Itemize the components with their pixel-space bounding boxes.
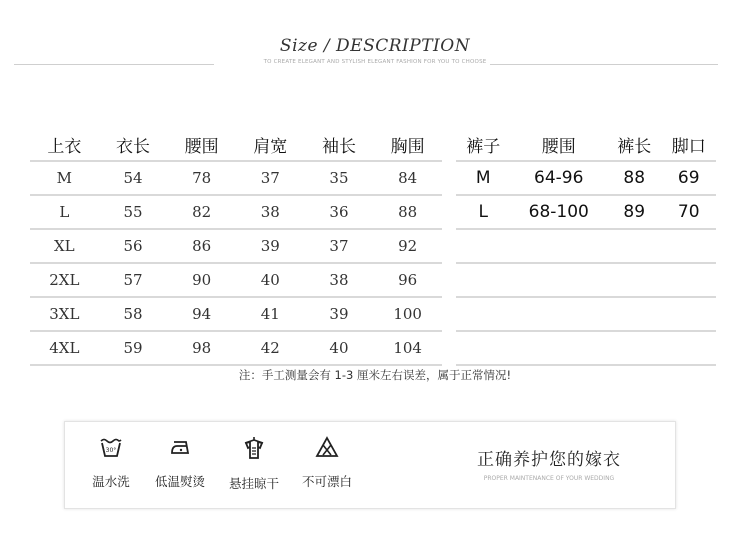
care-title: 正确养护您的嫁衣 — [477, 450, 621, 470]
table-cell — [661, 297, 716, 331]
header-cell: 袖长 — [305, 128, 374, 161]
table-cell: 96 — [373, 263, 442, 297]
table-cell: 38 — [305, 263, 374, 297]
table-cell: 35 — [305, 161, 374, 195]
table-cell: 37 — [305, 229, 374, 263]
table-row — [30, 331, 442, 365]
table-cell: 88 — [607, 161, 661, 195]
table-cell: 54 — [99, 161, 168, 195]
care-label: 不可漂白 — [301, 474, 352, 489]
header-cell: 上衣 — [30, 128, 99, 161]
table-cell: 41 — [236, 297, 305, 331]
table-cell: 40 — [236, 263, 305, 297]
table-cell: 100 — [373, 297, 442, 331]
table-cell — [510, 263, 607, 297]
table-cell — [456, 229, 510, 263]
table-cell: 89 — [607, 195, 661, 229]
table-row — [30, 297, 442, 331]
header — [0, 30, 750, 75]
header-cell: 衣长 — [99, 128, 168, 161]
hang-dry-icon — [219, 436, 289, 460]
table-cell: 42 — [236, 331, 305, 365]
table-cell — [456, 297, 510, 331]
table-cell — [510, 297, 607, 331]
measurement-note: 注：手工测量会有 1-3 厘米左右误差，属于正常情况! — [238, 368, 512, 382]
header-cell: 脚口 — [661, 128, 716, 161]
pants-size-table — [456, 128, 716, 366]
table-cell: 68-100 — [510, 195, 607, 229]
table-cell: 69 — [661, 161, 716, 195]
table-row — [456, 161, 716, 195]
table-cell — [510, 331, 607, 365]
table-cell: 84 — [373, 161, 442, 195]
table-row — [456, 229, 716, 263]
table-cell: XL — [30, 229, 99, 263]
table-cell: 92 — [373, 229, 442, 263]
table-cell: L — [30, 195, 99, 229]
care-instructions-panel — [64, 421, 676, 509]
table-cell: L — [456, 195, 510, 229]
table-cell — [456, 331, 510, 365]
care-item-no-bleach — [292, 436, 362, 490]
svg-text:30°: 30° — [105, 447, 117, 454]
header-cell: 腰围 — [510, 128, 607, 161]
table-cell: 40 — [305, 331, 374, 365]
header-cell: 胸围 — [373, 128, 442, 161]
table-row — [456, 331, 716, 365]
table-cell: 37 — [236, 161, 305, 195]
table-cell — [510, 229, 607, 263]
header-cell: 肩宽 — [236, 128, 305, 161]
table-cell — [661, 229, 716, 263]
table-cell: 39 — [236, 229, 305, 263]
care-label: 悬挂晾干 — [228, 476, 279, 491]
page-subtitle: TO CREATE ELEGANT AND STYLISH ELEGANT FASHION FOR YOU TO CHOOSE — [263, 59, 487, 65]
table-cell: 39 — [305, 297, 374, 331]
table-cell: 58 — [99, 297, 168, 331]
table-cell — [607, 229, 661, 263]
page-title: Size / DESCRIPTION — [279, 36, 471, 56]
table-cell: 98 — [167, 331, 236, 365]
table-cell: 64-96 — [510, 161, 607, 195]
care-subtitle: PROPER MAINTENANCE OF YOUR WEDDING — [483, 475, 615, 482]
table-cell — [456, 263, 510, 297]
table-row — [30, 229, 442, 263]
table-cell: 56 — [99, 229, 168, 263]
table-row — [30, 195, 442, 229]
table-cell: 90 — [167, 263, 236, 297]
table-cell — [607, 331, 661, 365]
table-cell: 59 — [99, 331, 168, 365]
table-cell: 70 — [661, 195, 716, 229]
table-cell: M — [456, 161, 510, 195]
table-cell: 38 — [236, 195, 305, 229]
table-cell — [607, 263, 661, 297]
table-cell: M — [30, 161, 99, 195]
header-cell: 腰围 — [167, 128, 236, 161]
top-size-table — [30, 128, 442, 366]
table-row — [456, 195, 716, 229]
table-cell: 78 — [167, 161, 236, 195]
header-cell: 裤子 — [456, 128, 510, 161]
care-item-low-iron — [145, 436, 215, 490]
care-label: 低温熨烫 — [154, 474, 205, 489]
table-cell: 57 — [99, 263, 168, 297]
table-cell: 4XL — [30, 331, 99, 365]
table-header-row — [456, 128, 716, 161]
table-cell: 3XL — [30, 297, 99, 331]
table-cell — [607, 297, 661, 331]
table-row — [30, 263, 442, 297]
care-label: 温水洗 — [92, 474, 130, 489]
table-cell — [661, 331, 716, 365]
care-item-warm-wash — [76, 436, 146, 490]
warm-wash-icon — [76, 436, 146, 458]
table-cell: 2XL — [30, 263, 99, 297]
low-iron-icon — [145, 436, 215, 458]
table-row — [456, 297, 716, 331]
table-cell: 86 — [167, 229, 236, 263]
table-header-row — [30, 128, 442, 161]
no-bleach-icon — [292, 436, 362, 458]
table-cell: 88 — [373, 195, 442, 229]
table-cell: 82 — [167, 195, 236, 229]
care-item-hang-dry — [219, 436, 289, 492]
table-row — [30, 161, 442, 195]
header-cell: 裤长 — [607, 128, 661, 161]
table-cell: 94 — [167, 297, 236, 331]
table-cell: 55 — [99, 195, 168, 229]
table-cell: 36 — [305, 195, 374, 229]
table-cell — [661, 263, 716, 297]
table-row — [456, 263, 716, 297]
table-cell: 104 — [373, 331, 442, 365]
